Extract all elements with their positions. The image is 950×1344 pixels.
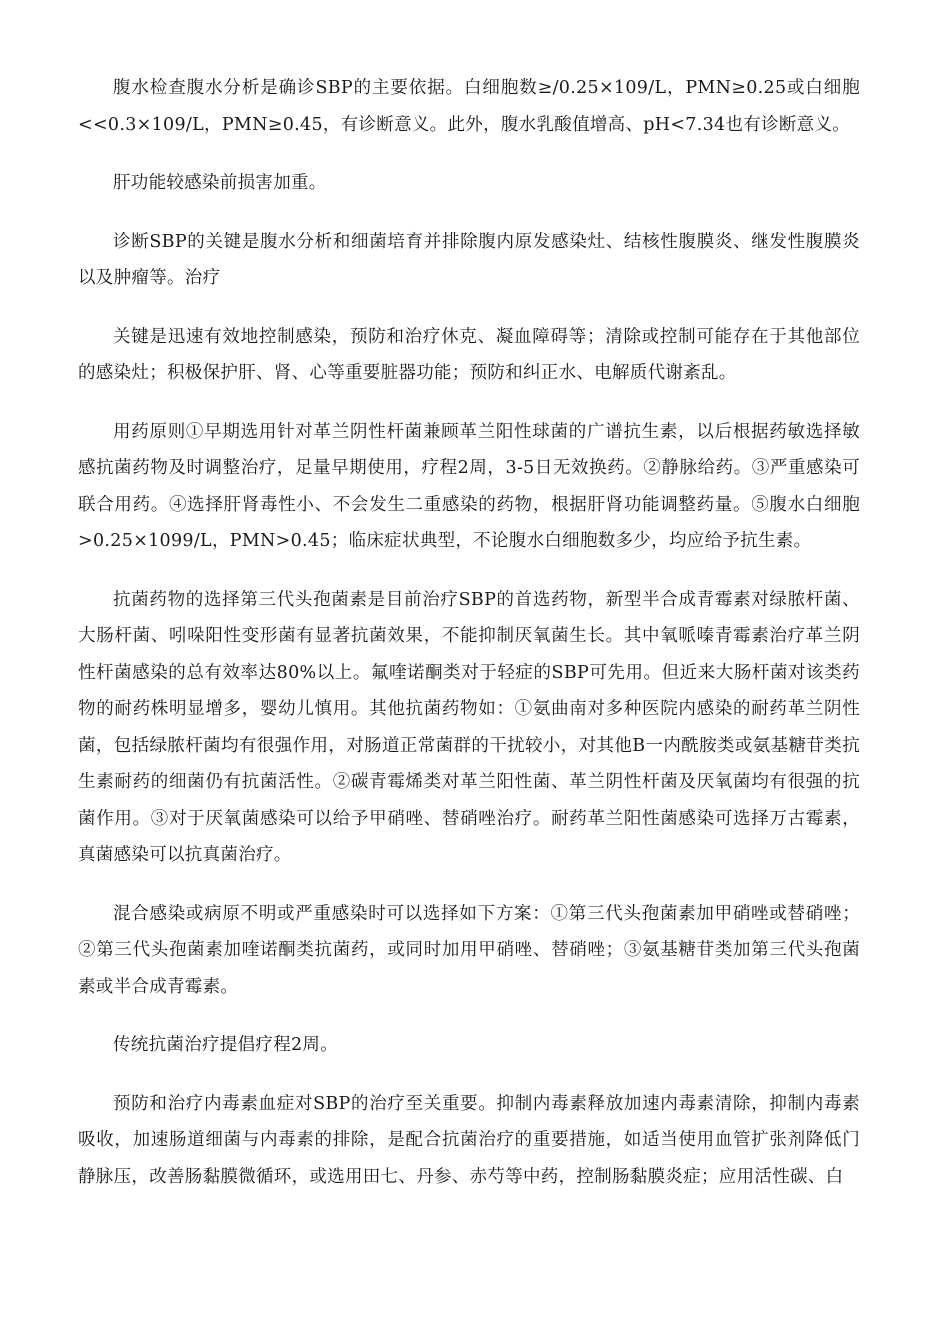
paragraph-liver-function: 肝功能较感染前损害加重。 <box>113 173 327 193</box>
paragraph-treatment-duration: 传统抗菌治疗提倡疗程2周。 <box>113 1035 339 1055</box>
paragraph-ascites-analysis: 腹水检查腹水分析是确诊SBP的主要依据。白细胞数≥/0.25×109/L，PMN≥0.25或白细胞<<0.3×109/L，PMN≥0.45，有诊断意义。此外，腹水乳酸值增高、pH<7.34也有诊断意义。 <box>78 78 860 135</box>
paragraph-medication-principles: 用药原则①早期选用针对革兰阴性杆菌兼顾革兰阳性球菌的广谱抗生素，以后根据药敏选择敏感抗菌药物及时调整治疗，足量早期使用，疗程2周，3-5日无效换药。②静脉给药。③严重感染可联合用药。④选择肝肾毒性小、不会发生二重感染的药物，根据肝肾功能调整药量。⑤腹水白细胞>0.25×1099/L，PMN>0.45；临床症状典型，不论腹水白细胞数多少，均应给予抗生素。 <box>78 421 860 551</box>
paragraph-treatment-key: 关键是迅速有效地控制感染，预防和治疗休克、凝血障碍等；清除或控制可能存在于其他部位的感染灶；积极保护肝、肾、心等重要脏器功能；预防和纠正水、电解质代谢紊乱。 <box>78 326 860 383</box>
paragraph-antibiotic-selection: 抗菌药物的选择第三代头孢菌素是目前治疗SBP的首选药物，新型半合成青霉素对绿脓杆菌、大肠杆菌、吲哚阳性变形菌有显著抗菌效果，不能抑制厌氧菌生长。其中氧哌嗪青霉素治疗革兰阴性杆菌感染的总有效率达80%以上。氟喹诺酮类对于轻症的SBP可先用。但近来大肠杆菌对该类药物的耐药株明显增多，婴幼儿慎用。其他抗菌药物如：①氨曲南对多种医院内感染的耐药革兰阴性菌，包括绿脓杆菌均有很强作用，对肠道正常菌群的干扰较小，对其他B一内酰胺类或氨基糖苷类抗生素耐药的细菌仍有抗菌活性。②碳青霉烯类对革兰阳性菌、革兰阴性杆菌及厌氧菌均有很强的抗菌作用。③对于厌氧菌感染可以给予甲硝唑、替硝唑治疗。耐药革兰阳性菌感染可选择万古霉素，真菌感染可以抗真菌治疗。 <box>78 589 860 865</box>
document-page <box>78 70 860 1217</box>
paragraph-endotoxemia: 预防和治疗内毒素血症对SBP的治疗至关重要。抑制内毒素释放加速内毒素清除，抑制内毒素吸收，加速肠道细菌与内毒素的排除，是配合抗菌治疗的重要措施，如适当使用血管扩张剂降低门静脉压，改善肠黏膜微循环，或选用田七、丹参、赤芍等中药，控制肠黏膜炎症；应用活性碳、白 <box>78 1093 860 1187</box>
paragraph-diagnosis-key: 诊断SBP的关键是腹水分析和细菌培育并排除腹内原发感染灶、结核性腹膜炎、继发性腹膜炎以及肿瘤等。治疗 <box>78 231 860 288</box>
paragraph-mixed-infection: 混合感染或病原不明或严重感染时可以选择如下方案：①第三代头孢菌素加甲硝唑或替硝唑；②第三代头孢菌素加喹诺酮类抗菌药，或同时加用甲硝唑、替硝唑；③氨基糖苷类加第三代头孢菌素或半合成青霉素。 <box>78 903 860 997</box>
